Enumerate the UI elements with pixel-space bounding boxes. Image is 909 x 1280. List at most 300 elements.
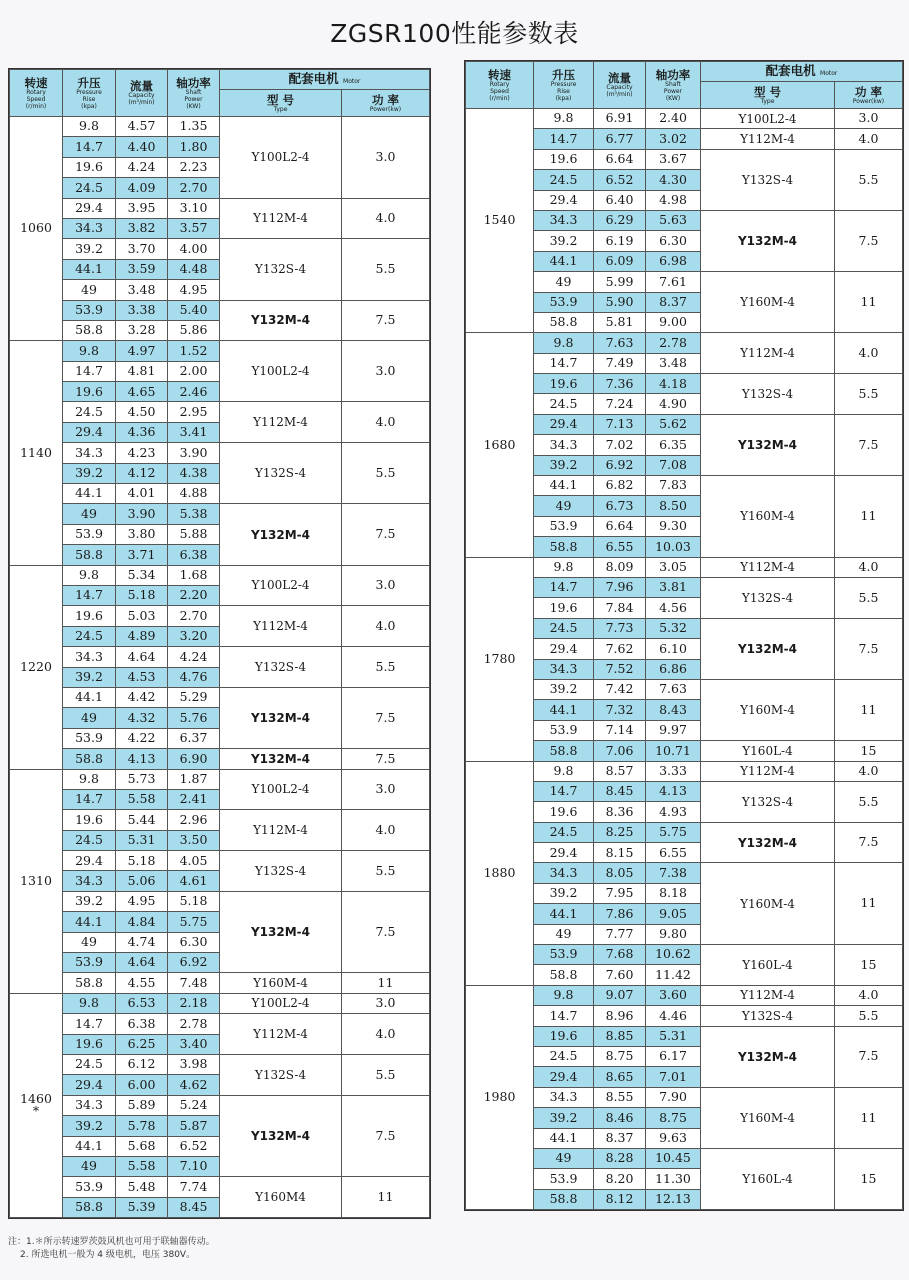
capacity-cell: 8.55 (594, 1087, 646, 1107)
shaft-power-cell: 9.63 (646, 1128, 701, 1148)
table-row (10, 300, 430, 320)
table-row (466, 333, 903, 353)
pressure-rise-cell: 24.5 (63, 626, 116, 646)
capacity-cell: 6.82 (594, 476, 646, 496)
motor-type-cell: Y160M-4 (701, 272, 835, 333)
capacity-cell: 4.09 (116, 178, 168, 198)
shaft-power-cell: 2.00 (168, 361, 220, 381)
motor-type-cell: Y132M-4 (220, 749, 342, 769)
shaft-power-cell: 6.90 (168, 749, 220, 769)
shaft-power-cell: 7.83 (646, 476, 701, 496)
shaft-power-cell: 4.98 (646, 190, 701, 210)
speed-cell: 1140 (10, 341, 63, 565)
shaft-power-cell: 4.00 (168, 239, 220, 259)
motor-type-cell: Y132M-4 (701, 210, 835, 271)
motor-type-cell: Y132S-4 (701, 374, 835, 415)
shaft-power-cell: 2.40 (646, 109, 701, 129)
motor-type-cell: Y132M-4 (701, 1026, 835, 1087)
shaft-power-cell: 2.70 (168, 606, 220, 626)
pressure-rise-cell: 44.1 (63, 912, 116, 932)
pressure-rise-cell: 9.8 (63, 769, 116, 789)
capacity-cell: 6.00 (116, 1075, 168, 1095)
pressure-rise-cell: 19.6 (63, 1034, 116, 1054)
capacity-cell: 4.42 (116, 687, 168, 707)
motor-type-cell: Y132M-4 (220, 300, 342, 341)
capacity-cell: 8.05 (594, 863, 646, 883)
table-row (466, 761, 903, 781)
shaft-power-cell: 1.68 (168, 565, 220, 585)
capacity-cell: 4.64 (116, 953, 168, 973)
motor-power-cell: 5.5 (835, 577, 903, 618)
shaft-power-cell: 4.48 (168, 259, 220, 279)
table-row (10, 647, 430, 667)
pressure-rise-cell: 29.4 (63, 422, 116, 442)
shaft-power-cell: 3.67 (646, 149, 701, 169)
table-row (10, 117, 430, 137)
table-row (10, 749, 430, 769)
pressure-rise-cell: 19.6 (534, 802, 594, 822)
capacity-cell: 8.15 (594, 843, 646, 863)
shaft-power-cell: 9.97 (646, 720, 701, 740)
shaft-power-cell: 3.57 (168, 218, 220, 238)
table-row (10, 1177, 430, 1197)
pressure-rise-cell: 24.5 (63, 402, 116, 422)
pressure-rise-cell: 58.8 (534, 741, 594, 761)
pressure-rise-cell: 34.3 (534, 863, 594, 883)
motor-power-cell: 15 (835, 945, 903, 986)
header-motor: 配套电机 Motor (220, 70, 430, 90)
shaft-power-cell: 4.61 (168, 871, 220, 891)
shaft-power-cell: 4.76 (168, 667, 220, 687)
motor-power-cell: 7.5 (835, 822, 903, 863)
table-row (10, 851, 430, 871)
capacity-cell: 4.36 (116, 422, 168, 442)
motor-type-cell: Y112M-4 (701, 333, 835, 374)
capacity-cell: 8.36 (594, 802, 646, 822)
shaft-power-cell: 2.20 (168, 585, 220, 605)
header-capacity: 流量 Capacity (m³/min) (594, 62, 646, 109)
speed-cell: 1980 (466, 985, 534, 1209)
speed-cell: 1310 (10, 769, 63, 993)
header-speed: 转速 Rotary Speed (r/min) (10, 70, 63, 117)
capacity-cell: 8.12 (594, 1189, 646, 1209)
capacity-cell: 5.03 (116, 606, 168, 626)
shaft-power-cell: 5.18 (168, 891, 220, 911)
shaft-power-cell: 11.30 (646, 1169, 701, 1189)
pressure-rise-cell: 58.8 (534, 965, 594, 985)
shaft-power-cell: 5.29 (168, 687, 220, 707)
shaft-power-cell: 2.41 (168, 789, 220, 809)
capacity-cell: 6.25 (116, 1034, 168, 1054)
pressure-rise-cell: 53.9 (534, 292, 594, 312)
capacity-cell: 5.18 (116, 585, 168, 605)
motor-power-cell: 11 (835, 863, 903, 945)
motor-power-cell: 4.0 (835, 557, 903, 577)
pressure-rise-cell: 19.6 (534, 1026, 594, 1046)
shaft-power-cell: 3.81 (646, 577, 701, 597)
capacity-cell: 3.70 (116, 239, 168, 259)
capacity-cell: 4.65 (116, 382, 168, 402)
pressure-rise-cell: 58.8 (63, 973, 116, 993)
motor-power-cell: 11 (835, 476, 903, 558)
capacity-cell: 8.57 (594, 761, 646, 781)
motor-type-cell: Y160M-4 (220, 973, 342, 993)
motor-type-cell: Y160M-4 (701, 1087, 835, 1148)
capacity-cell: 3.59 (116, 259, 168, 279)
capacity-cell: 3.80 (116, 524, 168, 544)
motor-type-cell: Y112M-4 (220, 810, 342, 851)
motor-type-cell: Y132S-4 (220, 647, 342, 688)
motor-power-cell: 3.0 (342, 769, 430, 810)
pressure-rise-cell: 44.1 (63, 484, 116, 504)
motor-power-cell: 11 (835, 1087, 903, 1148)
motor-type-cell: Y100L2-4 (220, 117, 342, 199)
shaft-power-cell: 9.30 (646, 516, 701, 536)
pressure-rise-cell: 24.5 (534, 394, 594, 414)
pressure-rise-cell: 14.7 (534, 353, 594, 373)
shaft-power-cell: 3.10 (168, 198, 220, 218)
shaft-power-cell: 6.52 (168, 1136, 220, 1156)
shaft-power-cell: 5.40 (168, 300, 220, 320)
shaft-power-cell: 5.24 (168, 1095, 220, 1115)
table-row (10, 565, 430, 585)
motor-power-cell: 11 (835, 679, 903, 740)
motor-type-cell: Y112M-4 (701, 985, 835, 1005)
pressure-rise-cell: 29.4 (534, 1067, 594, 1087)
pressure-rise-cell: 58.8 (534, 1189, 594, 1209)
table-row (10, 1095, 430, 1115)
header-shaft-power: 轴功率 Shaft Power (KW) (646, 62, 701, 109)
page-title: ZGSR100性能参数表 (330, 19, 579, 48)
capacity-cell: 6.12 (116, 1054, 168, 1074)
header-capacity: 流量 Capacity (m³/min) (116, 70, 168, 117)
shaft-power-cell: 7.48 (168, 973, 220, 993)
motor-type-cell: Y132M-4 (220, 687, 342, 748)
pressure-rise-cell: 49 (63, 932, 116, 952)
capacity-cell: 5.39 (116, 1197, 168, 1217)
pressure-rise-cell: 44.1 (534, 1128, 594, 1148)
speed-cell: 1460 * (10, 993, 63, 1217)
table-row (10, 198, 430, 218)
shaft-power-cell: 1.35 (168, 117, 220, 137)
pressure-rise-cell: 39.2 (534, 455, 594, 475)
pressure-rise-cell: 14.7 (63, 585, 116, 605)
pressure-rise-cell: 14.7 (534, 1006, 594, 1026)
motor-power-cell: 4.0 (342, 402, 430, 443)
shaft-power-cell: 5.75 (646, 822, 701, 842)
capacity-cell: 4.40 (116, 137, 168, 157)
capacity-cell: 4.89 (116, 626, 168, 646)
shaft-power-cell: 7.90 (646, 1087, 701, 1107)
capacity-cell: 5.58 (116, 789, 168, 809)
pressure-rise-cell: 53.9 (534, 1169, 594, 1189)
capacity-cell: 5.06 (116, 871, 168, 891)
pressure-rise-cell: 19.6 (63, 382, 116, 402)
motor-power-cell: 3.0 (342, 341, 430, 402)
footnotes (8, 1236, 215, 1262)
shaft-power-cell: 8.43 (646, 700, 701, 720)
shaft-power-cell: 5.32 (646, 618, 701, 638)
capacity-cell: 5.18 (116, 851, 168, 871)
capacity-cell: 7.24 (594, 394, 646, 414)
shaft-power-cell: 5.86 (168, 320, 220, 340)
shaft-power-cell: 4.05 (168, 851, 220, 871)
capacity-cell: 5.89 (116, 1095, 168, 1115)
motor-power-cell: 5.5 (342, 647, 430, 688)
motor-type-cell: Y132S-4 (220, 851, 342, 892)
motor-power-cell: 7.5 (342, 749, 430, 769)
pressure-rise-cell: 49 (534, 272, 594, 292)
capacity-cell: 4.23 (116, 443, 168, 463)
motor-power-cell: 5.5 (835, 149, 903, 210)
shaft-power-cell: 4.18 (646, 374, 701, 394)
pressure-rise-cell: 29.4 (534, 843, 594, 863)
motor-power-cell: 4.0 (342, 810, 430, 851)
pressure-rise-cell: 34.3 (534, 435, 594, 455)
pressure-rise-cell: 9.8 (63, 993, 116, 1013)
header-shaft-power: 轴功率 Shaft Power (KW) (168, 70, 220, 117)
pressure-rise-cell: 24.5 (63, 1054, 116, 1074)
pressure-rise-cell: 34.3 (534, 1087, 594, 1107)
capacity-cell: 6.09 (594, 251, 646, 271)
pressure-rise-cell: 9.8 (534, 761, 594, 781)
header-motor: 配套电机 Motor (701, 62, 903, 82)
motor-type-cell: Y132S-4 (701, 577, 835, 618)
shaft-power-cell: 4.38 (168, 463, 220, 483)
shaft-power-cell: 2.23 (168, 157, 220, 177)
capacity-cell: 7.13 (594, 414, 646, 434)
pressure-rise-cell: 39.2 (63, 463, 116, 483)
capacity-cell: 4.55 (116, 973, 168, 993)
capacity-cell: 6.92 (594, 455, 646, 475)
motor-type-cell: Y160L-4 (701, 1148, 835, 1209)
capacity-cell: 4.13 (116, 749, 168, 769)
shaft-power-cell: 6.92 (168, 953, 220, 973)
capacity-cell: 7.52 (594, 659, 646, 679)
capacity-cell: 4.64 (116, 647, 168, 667)
header-pressure-rise: 升压 Pressure Rise (kpa) (534, 62, 594, 109)
motor-power-cell: 5.5 (342, 239, 430, 300)
motor-power-cell: 4.0 (342, 606, 430, 647)
motor-power-cell: 7.5 (342, 1095, 430, 1177)
shaft-power-cell: 7.10 (168, 1156, 220, 1176)
motor-type-cell: Y160M-4 (701, 863, 835, 945)
pressure-rise-cell: 49 (63, 280, 116, 300)
shaft-power-cell: 3.90 (168, 443, 220, 463)
motor-power-cell: 5.5 (835, 1006, 903, 1026)
motor-type-cell: Y160M-4 (701, 476, 835, 558)
shaft-power-cell: 6.35 (646, 435, 701, 455)
motor-type-cell: Y160M-4 (701, 679, 835, 740)
pressure-rise-cell: 29.4 (534, 414, 594, 434)
pressure-rise-cell: 19.6 (63, 810, 116, 830)
capacity-cell: 7.68 (594, 945, 646, 965)
capacity-cell: 5.78 (116, 1116, 168, 1136)
capacity-cell: 5.73 (116, 769, 168, 789)
pressure-rise-cell: 34.3 (63, 218, 116, 238)
pressure-rise-cell: 14.7 (534, 129, 594, 149)
pressure-rise-cell: 44.1 (63, 687, 116, 707)
pressure-rise-cell: 14.7 (63, 137, 116, 157)
motor-power-cell: 7.5 (835, 414, 903, 475)
shaft-power-cell: 8.45 (168, 1197, 220, 1217)
footnote-1: 注：1.＊所示转速罗茨鼓风机也可用于联轴器传动。 (8, 1237, 215, 1247)
pressure-rise-cell: 39.2 (534, 231, 594, 251)
motor-power-cell: 7.5 (342, 687, 430, 748)
pressure-rise-cell: 9.8 (534, 109, 594, 129)
motor-type-cell: Y100L2-4 (220, 565, 342, 606)
pressure-rise-cell: 58.8 (63, 749, 116, 769)
capacity-cell: 7.86 (594, 904, 646, 924)
shaft-power-cell: 10.03 (646, 537, 701, 557)
capacity-cell: 5.58 (116, 1156, 168, 1176)
pressure-rise-cell: 49 (534, 1148, 594, 1168)
capacity-cell: 7.62 (594, 639, 646, 659)
pressure-rise-cell: 53.9 (534, 945, 594, 965)
capacity-cell: 4.97 (116, 341, 168, 361)
pressure-rise-cell: 34.3 (63, 871, 116, 891)
shaft-power-cell: 2.96 (168, 810, 220, 830)
motor-type-cell: Y132S-4 (701, 781, 835, 822)
capacity-cell: 3.82 (116, 218, 168, 238)
capacity-cell: 8.75 (594, 1046, 646, 1066)
capacity-cell: 6.19 (594, 231, 646, 251)
motor-type-cell: Y112M-4 (220, 198, 342, 239)
motor-type-cell: Y132M-4 (220, 891, 342, 973)
motor-power-cell: 5.5 (342, 1054, 430, 1095)
motor-power-cell: 7.5 (835, 1026, 903, 1087)
capacity-cell: 7.32 (594, 700, 646, 720)
shaft-power-cell: 5.88 (168, 524, 220, 544)
motor-power-cell: 4.0 (835, 333, 903, 374)
capacity-cell: 8.45 (594, 781, 646, 801)
speed-cell: 1220 (10, 565, 63, 769)
motor-type-cell: Y132S-4 (220, 1054, 342, 1095)
shaft-power-cell: 4.13 (646, 781, 701, 801)
pressure-rise-cell: 24.5 (534, 170, 594, 190)
pressure-rise-cell: 29.4 (63, 198, 116, 218)
motor-type-cell: Y132M-4 (701, 414, 835, 475)
shaft-power-cell: 11.42 (646, 965, 701, 985)
pressure-rise-cell: 58.8 (63, 1197, 116, 1217)
shaft-power-cell: 8.75 (646, 1108, 701, 1128)
motor-type-cell: Y132S-4 (220, 443, 342, 504)
shaft-power-cell: 5.75 (168, 912, 220, 932)
motor-type-cell: Y112M-4 (220, 606, 342, 647)
capacity-cell: 5.90 (594, 292, 646, 312)
pressure-rise-cell: 14.7 (534, 781, 594, 801)
pressure-rise-cell: 14.7 (63, 361, 116, 381)
shaft-power-cell: 7.74 (168, 1177, 220, 1197)
pressure-rise-cell: 39.2 (534, 679, 594, 699)
motor-type-cell: Y132S-4 (220, 239, 342, 300)
table-row (466, 557, 903, 577)
pressure-rise-cell: 39.2 (63, 239, 116, 259)
pressure-rise-cell: 58.8 (63, 320, 116, 340)
motor-type-cell: Y112M-4 (701, 761, 835, 781)
motor-power-cell: 11 (835, 272, 903, 333)
table-row (10, 606, 430, 626)
motor-type-cell: Y132S-4 (701, 149, 835, 210)
capacity-cell: 4.01 (116, 484, 168, 504)
pressure-rise-cell: 53.9 (63, 728, 116, 748)
capacity-cell: 6.64 (594, 516, 646, 536)
shaft-power-cell: 4.90 (646, 394, 701, 414)
motor-type-cell: Y100L2-4 (220, 993, 342, 1013)
capacity-cell: 5.68 (116, 1136, 168, 1156)
shaft-power-cell: 3.50 (168, 830, 220, 850)
pressure-rise-cell: 53.9 (63, 953, 116, 973)
pressure-rise-cell: 14.7 (534, 577, 594, 597)
capacity-cell: 9.07 (594, 985, 646, 1005)
table-row (10, 810, 430, 830)
motor-power-cell: 3.0 (342, 117, 430, 199)
speed-cell: 1060 (10, 117, 63, 341)
pressure-rise-cell: 49 (534, 924, 594, 944)
pressure-rise-cell: 29.4 (534, 639, 594, 659)
shaft-power-cell: 4.62 (168, 1075, 220, 1095)
shaft-power-cell: 9.05 (646, 904, 701, 924)
pressure-rise-cell: 19.6 (534, 598, 594, 618)
shaft-power-cell: 2.18 (168, 993, 220, 1013)
capacity-cell: 7.77 (594, 924, 646, 944)
capacity-cell: 6.53 (116, 993, 168, 1013)
pressure-rise-cell: 44.1 (63, 1136, 116, 1156)
shaft-power-cell: 8.18 (646, 883, 701, 903)
pressure-rise-cell: 39.2 (63, 1116, 116, 1136)
pressure-rise-cell: 14.7 (63, 789, 116, 809)
shaft-power-cell: 1.80 (168, 137, 220, 157)
pressure-rise-cell: 24.5 (63, 830, 116, 850)
capacity-cell: 6.52 (594, 170, 646, 190)
pressure-rise-cell: 44.1 (534, 476, 594, 496)
shaft-power-cell: 9.00 (646, 312, 701, 332)
table-row (10, 504, 430, 524)
table-row (10, 993, 430, 1013)
pressure-rise-cell: 49 (63, 504, 116, 524)
shaft-power-cell: 1.52 (168, 341, 220, 361)
performance-table-left (8, 68, 431, 1219)
motor-type-cell: Y112M-4 (701, 557, 835, 577)
capacity-cell: 8.20 (594, 1169, 646, 1189)
table-row (10, 402, 430, 422)
pressure-rise-cell: 9.8 (534, 333, 594, 353)
motor-type-cell: Y100L2-4 (220, 769, 342, 810)
motor-type-cell: Y100L2-4 (701, 109, 835, 129)
motor-type-cell: Y132S-4 (701, 1006, 835, 1026)
motor-power-cell: 15 (835, 1148, 903, 1209)
motor-power-cell: 11 (342, 973, 430, 993)
capacity-cell: 7.84 (594, 598, 646, 618)
pressure-rise-cell: 49 (63, 1156, 116, 1176)
pressure-rise-cell: 58.8 (534, 312, 594, 332)
pressure-rise-cell: 29.4 (63, 1075, 116, 1095)
capacity-cell: 6.38 (116, 1014, 168, 1034)
capacity-cell: 5.48 (116, 1177, 168, 1197)
shaft-power-cell: 7.08 (646, 455, 701, 475)
shaft-power-cell: 6.86 (646, 659, 701, 679)
shaft-power-cell: 5.63 (646, 210, 701, 230)
shaft-power-cell: 4.24 (168, 647, 220, 667)
table-row (10, 1014, 430, 1034)
shaft-power-cell: 4.93 (646, 802, 701, 822)
speed-cell: 1540 (466, 109, 534, 333)
capacity-cell: 8.28 (594, 1148, 646, 1168)
table-row (10, 341, 430, 361)
motor-type-cell: Y112M-4 (701, 129, 835, 149)
pressure-rise-cell: 24.5 (534, 618, 594, 638)
capacity-cell: 7.73 (594, 618, 646, 638)
